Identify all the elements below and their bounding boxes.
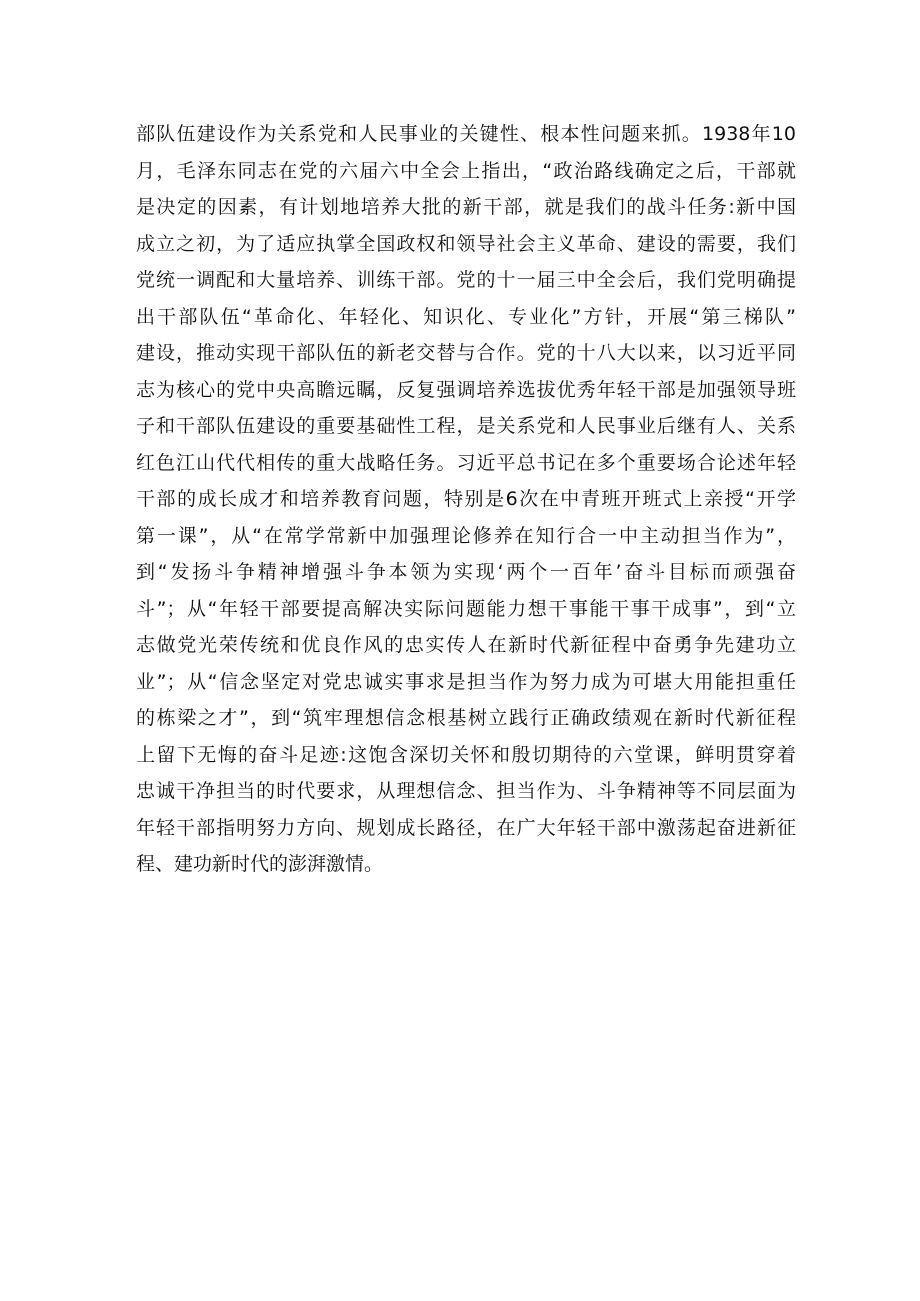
- body-paragraph: [136, 116, 796, 883]
- paragraph-line: 志做党光荣传统和优良作风的忠实传人在新时代新征程中奋勇争先建功立: [136, 634, 796, 656]
- paragraph-line: 程、建功新时代的澎湃激情。: [136, 853, 384, 875]
- paragraph-line: 是决定的因素，有计划地培养大批的新干部，就是我们的战斗任务:新中国: [136, 196, 796, 218]
- paragraph-line: 年轻干部指明努力方向、规划成长路径，在广大年轻干部中激荡起奋进新征: [136, 816, 796, 839]
- paragraph-line: 的栋梁之才”，到“筑牢理想信念根基树立践行正确政绩观在新时代新征程: [136, 707, 796, 729]
- paragraph-line: 第一课”，从“在常学常新中加强理论修养在知行合一中主动担当作为”，: [136, 524, 796, 547]
- paragraph-line: 成立之初，为了适应执掌全国政权和领导社会主义革命、建设的需要，我们: [136, 232, 796, 255]
- paragraph-line: 子和干部队伍建设的重要基础性工程，是关系党和人民事业后继有人、关系: [136, 415, 796, 437]
- paragraph-line: 志为核心的党中央高瞻远瞩，反复强调培养选拔优秀年轻干部是加强领导班: [136, 378, 796, 401]
- paragraph-line: 月，毛泽东同志在党的六届六中全会上指出，“政治路线确定之后，干部就: [136, 159, 796, 182]
- paragraph-line: 红色江山代代相传的重大战略任务。习近平总书记在多个重要场合论述年轻: [136, 451, 796, 474]
- paragraph-line: 干部的成长成才和培养教育问题，特别是6次在中青班开班式上亲授“开学: [136, 488, 796, 510]
- paragraph-line: 到“发扬斗争精神增强斗争本领为实现‘两个一百年’奋斗目标而顽强奋: [136, 561, 796, 583]
- paragraph-line: 党统一调配和大量培养、训练干部。党的十一届三中全会后，我们党明确提: [136, 269, 796, 291]
- paragraph-line: 建设，推动实现干部队伍的新老交替与合作。党的十八大以来，以习近平同: [136, 342, 796, 364]
- paragraph-line: 部队伍建设作为关系党和人民事业的关键性、根本性问题来抓。1938年10: [136, 123, 796, 145]
- paragraph-line: 忠诚干净担当的时代要求，从理想信念、担当作为、斗争精神等不同层面为: [136, 780, 796, 802]
- paragraph-line: 上留下无悔的奋斗足迹:这饱含深切关怀和殷切期待的六堂课，鲜明贯穿着: [136, 743, 796, 766]
- paragraph-line: 业”；从“信念坚定对党忠诚实事求是担当作为努力成为可堪大用能担重任: [136, 670, 796, 693]
- paragraph-line: 出干部队伍“革命化、年轻化、知识化、专业化”方针，开展“第三梯队”: [136, 305, 796, 328]
- paragraph-line: 斗”；从“年轻干部要提高解决实际问题能力想干事能干事干成事”，到“立: [136, 597, 796, 620]
